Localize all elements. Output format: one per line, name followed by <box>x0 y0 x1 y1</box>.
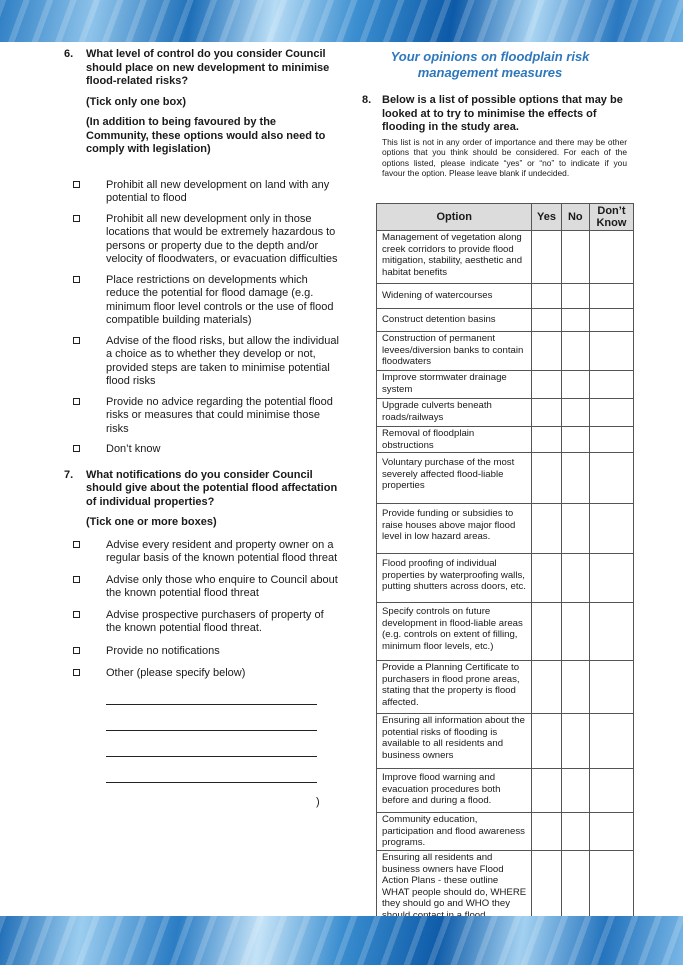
option-label: Construction of permanent levees/diversion banks to contain floodwaters <box>377 332 532 371</box>
table-header-row <box>377 204 634 231</box>
yes-cell[interactable] <box>532 603 561 661</box>
specify-line-2[interactable] <box>106 730 317 731</box>
yes-cell[interactable] <box>532 850 561 923</box>
table-row <box>377 231 634 284</box>
option-label: Voluntary purchase of the most severely affected flood-liable properties <box>377 453 532 504</box>
option-label: Flood proofing of individual properties by waterproofing walls, putting shutters across doors, etc. <box>377 554 532 603</box>
q7-option-label: Other (please specify below) <box>106 667 246 679</box>
question-6-text: What level of control do you consider Council should place on new development to minimise flood-related risks? <box>86 48 330 87</box>
no-cell[interactable] <box>561 603 589 661</box>
specify-line-1[interactable] <box>106 704 317 705</box>
header-no: No <box>561 204 589 231</box>
dont-know-cell[interactable] <box>589 332 633 371</box>
dont-know-cell[interactable] <box>589 554 633 603</box>
question-7-number: 7. <box>64 468 74 481</box>
left-column <box>64 48 339 808</box>
no-cell[interactable] <box>561 371 589 399</box>
option-label: Provide a Planning Certificate to purchasers in flood prone areas, stating that the property is flood affected. <box>377 661 532 714</box>
checkbox[interactable] <box>73 541 80 548</box>
q6-option-label: Place restrictions on developments which reduce the potential for flood damage (e.g. minimum floor level controls or the use of flood compatible building materials) <box>106 273 334 326</box>
yes-cell[interactable] <box>532 427 561 453</box>
closing-parenthesis: ) <box>316 795 320 808</box>
no-cell[interactable] <box>561 661 589 714</box>
dont-know-cell[interactable] <box>589 399 633 427</box>
q7-option-3[interactable] <box>64 609 339 636</box>
dont-know-cell[interactable] <box>589 714 633 769</box>
question-7-instruction: (Tick one or more boxes) <box>86 516 217 528</box>
no-cell[interactable] <box>561 850 589 923</box>
no-cell[interactable] <box>561 714 589 769</box>
dont-know-cell[interactable] <box>589 371 633 399</box>
dont-know-cell[interactable] <box>589 769 633 813</box>
option-label: Upgrade culverts beneath roads/railways <box>377 399 532 427</box>
question-6-instruction: (Tick only one box) <box>86 95 187 108</box>
yes-cell[interactable] <box>532 714 561 769</box>
dont-know-cell[interactable] <box>589 309 633 332</box>
header-dont-know: Don’t Know <box>589 204 633 231</box>
q7-option-label: Advise every resident and property owner on a regular basis of the known potential flood threat <box>106 538 338 564</box>
checkbox[interactable] <box>73 669 80 676</box>
checkbox[interactable] <box>73 276 80 283</box>
no-cell[interactable] <box>561 231 589 284</box>
yes-cell[interactable] <box>532 661 561 714</box>
yes-cell[interactable] <box>532 231 561 284</box>
table-row <box>377 504 634 554</box>
dont-know-cell[interactable] <box>589 603 633 661</box>
no-cell[interactable] <box>561 504 589 554</box>
header-yes: Yes <box>532 204 561 231</box>
option-label: Community education, participation and flood awareness programs. <box>377 813 532 851</box>
checkbox[interactable] <box>73 576 80 583</box>
q7-option-5[interactable] <box>64 667 339 681</box>
option-label: Improve stormwater drainage system <box>377 371 532 399</box>
header-option: Option <box>377 204 532 231</box>
table-row <box>377 850 634 923</box>
option-label: Removal of floodplain obstructions <box>377 427 532 453</box>
yes-cell[interactable] <box>532 453 561 504</box>
yes-cell[interactable] <box>532 554 561 603</box>
option-label: Provide funding or subsidies to raise houses above major flood level in low hazard areas. <box>377 504 532 554</box>
yes-cell[interactable] <box>532 309 561 332</box>
yes-cell[interactable] <box>532 371 561 399</box>
dont-know-cell[interactable] <box>589 427 633 453</box>
table-row <box>377 284 634 309</box>
header-decorative-band <box>0 0 683 42</box>
yes-cell[interactable] <box>532 332 561 371</box>
question-6-note: (In addition to being favoured by the Community, these options would also need to comply with legislation) <box>86 116 326 155</box>
yes-cell[interactable] <box>532 813 561 851</box>
no-cell[interactable] <box>561 284 589 309</box>
question-8-text: Below is a list of possible options that may be looked at to try to minimise the effects of flooding in the study area. <box>382 94 623 133</box>
footer-decorative-band <box>0 916 683 965</box>
question-6-number: 6. <box>64 48 74 60</box>
q6-option-4[interactable] <box>64 335 339 389</box>
no-cell[interactable] <box>561 309 589 332</box>
no-cell[interactable] <box>561 427 589 453</box>
q6-option-6[interactable] <box>64 443 339 457</box>
q7-option-1[interactable] <box>64 539 339 566</box>
yes-cell[interactable] <box>532 284 561 309</box>
option-label: Widening of watercourses <box>377 284 532 309</box>
no-cell[interactable] <box>561 453 589 504</box>
q6-option-label: Prohibit all new development only in those locations that would be extremely hazardous to persons or property due to the depth and/or velocity of floodwaters, or evacuation difficulties <box>106 212 338 265</box>
checkbox[interactable] <box>73 337 80 344</box>
options-table <box>376 203 634 924</box>
dont-know-cell[interactable] <box>589 231 633 284</box>
yes-cell[interactable] <box>532 504 561 554</box>
table-row <box>377 371 634 399</box>
q6-option-2[interactable] <box>64 213 339 267</box>
question-6 <box>64 48 339 89</box>
table-row <box>377 813 634 851</box>
yes-cell[interactable] <box>532 399 561 427</box>
no-cell[interactable] <box>561 769 589 813</box>
option-label: Construct detention basins <box>377 309 532 332</box>
option-label: Improve flood warning and evacuation procedures both before and during a flood. <box>377 769 532 813</box>
checkbox[interactable] <box>73 445 80 452</box>
table-row <box>377 427 634 453</box>
checkbox[interactable] <box>73 215 80 222</box>
table-row <box>377 453 634 504</box>
checkbox[interactable] <box>73 398 80 405</box>
dont-know-cell[interactable] <box>589 850 633 923</box>
checkbox[interactable] <box>73 181 80 188</box>
q6-option-label: Don’t know <box>106 443 161 455</box>
no-cell[interactable] <box>561 813 589 851</box>
table-row <box>377 332 634 371</box>
table-row <box>377 714 634 769</box>
table-row <box>377 661 634 714</box>
question-8-number: 8. <box>362 94 372 106</box>
no-cell[interactable] <box>561 399 589 427</box>
question-7-text: What notifications do you consider Council should give about the potential flood affectation of individual properties? <box>86 468 338 508</box>
q6-option-5[interactable] <box>64 396 339 437</box>
q6-option-label: Prohibit all new development on land with any potential to flood <box>106 178 330 204</box>
q6-option-label: Advise of the flood risks, but allow the individual a choice as to whether they develop or not, provided steps are taken to minimise potential flood risks <box>106 334 339 387</box>
q7-option-4[interactable] <box>64 645 339 659</box>
question-8 <box>362 94 627 135</box>
no-cell[interactable] <box>561 554 589 603</box>
no-cell[interactable] <box>561 332 589 371</box>
question-8-note: This list is not in any order of importance and there may be other options that you think should be considered. For each of the options listed, please indicate “yes” or “no” to indicate if you favour the option. Please leave blank if undecided. <box>382 137 627 179</box>
table-row <box>377 309 634 332</box>
option-label: Management of vegetation along creek corridors to provide flood mitigation, stability, aesthetic and habitat benefits <box>377 231 532 284</box>
q7-option-label: Provide no notifications <box>106 644 220 657</box>
q6-option-3[interactable] <box>64 274 339 328</box>
yes-cell[interactable] <box>532 769 561 813</box>
q6-option-label: Provide no advice regarding the potential flood risks or measures that could minimise those risks <box>106 395 333 435</box>
section-heading: Your opinions on floodplain risk management measures <box>390 49 590 80</box>
table-row <box>377 399 634 427</box>
q7-option-2[interactable] <box>64 574 339 601</box>
option-label: Specify controls on future development in flood-liable areas (e.g. controls on extent of filling, minimum floor levels, etc.) <box>377 603 532 661</box>
question-7 <box>64 469 339 510</box>
table-row <box>377 603 634 661</box>
option-label: Ensuring all residents and business owners have Flood Action Plans - these outline WHAT people should do, WHERE they should go and WHO they <box>377 850 532 923</box>
checkbox[interactable] <box>73 611 80 618</box>
q7-option-label: Advise prospective purchasers of property of the known potential flood threat. <box>106 608 324 634</box>
dont-know-cell[interactable] <box>589 504 633 554</box>
specify-line-4[interactable] <box>106 782 317 783</box>
table-row <box>377 554 634 603</box>
dont-know-cell[interactable] <box>589 453 633 504</box>
q6-option-1[interactable] <box>64 179 339 206</box>
dont-know-cell[interactable] <box>589 661 633 714</box>
checkbox[interactable] <box>73 647 80 654</box>
table-row <box>377 769 634 813</box>
q7-option-label: Advise only those who enquire to Council about the known potential flood threat <box>106 573 338 599</box>
dont-know-cell[interactable] <box>589 813 633 851</box>
specify-line-3[interactable] <box>106 756 317 757</box>
dont-know-cell[interactable] <box>589 284 633 309</box>
option-label: Ensuring all information about the potential risks of flooding is available to all residents and business owners <box>377 714 532 769</box>
